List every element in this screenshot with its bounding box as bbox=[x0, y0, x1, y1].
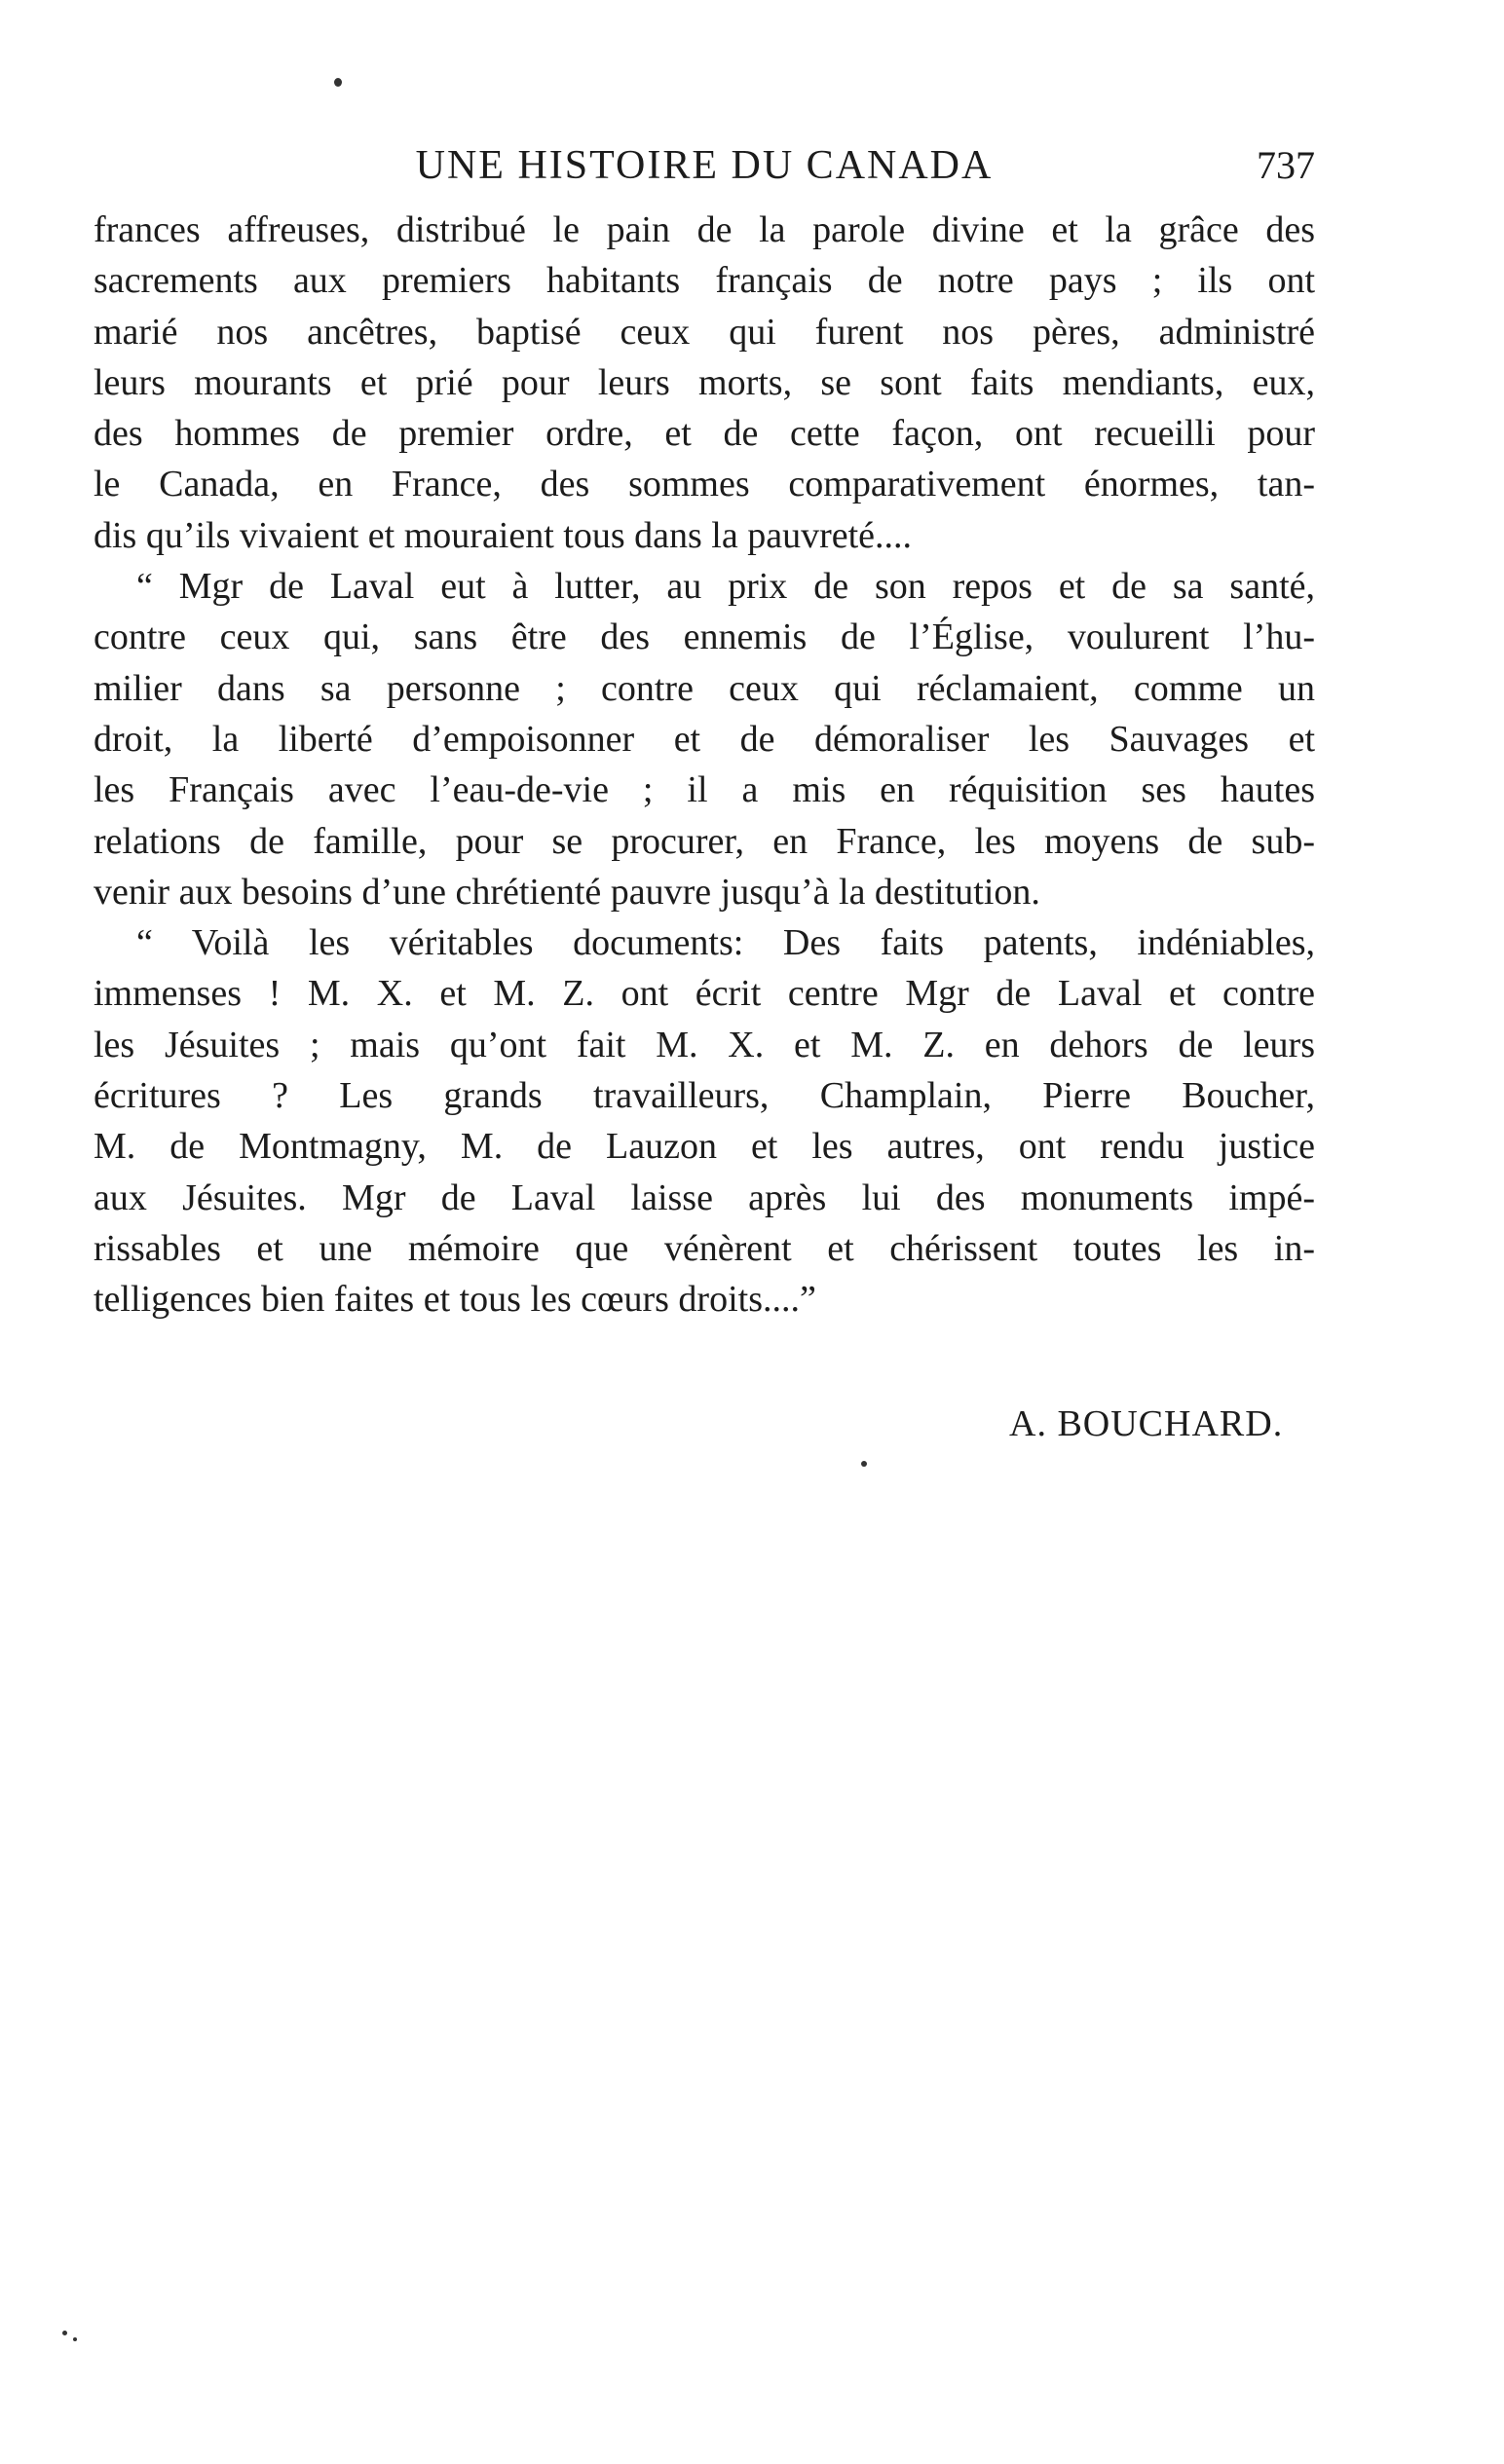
running-title: UNE HISTOIRE DU CANADA bbox=[415, 143, 994, 188]
text-line: telligences bien faites et tous les cœurs droits....” bbox=[94, 1279, 816, 1321]
text-line: écritures ? Les grands travailleurs, Champlain, Pierre Boucher, bbox=[94, 1075, 1315, 1117]
text-line: venir aux besoins d’une chrétienté pauvre jusqu’à la destitution. bbox=[94, 871, 1040, 913]
text-line: leurs mourants et prié pour leurs morts, se sont faits mendiants, eux, bbox=[94, 361, 1315, 403]
text-line: sacrements aux premiers habitants français de notre pays ; ils ont bbox=[94, 260, 1315, 302]
text-line: droit, la liberté d’empoisonner et de démoraliser les Sauvages et bbox=[94, 718, 1315, 760]
scan-speck bbox=[334, 78, 342, 87]
text-line: les Jésuites ; mais qu’ont fait M. X. et M. Z. en dehors de leurs bbox=[94, 1024, 1315, 1065]
signature: A. BOUCHARD. bbox=[1009, 1403, 1284, 1444]
text-line: le Canada, en France, des sommes comparativement énormes, tan- bbox=[94, 464, 1315, 505]
scan-speck bbox=[73, 2337, 77, 2341]
page-header bbox=[94, 134, 1315, 197]
text-line: M. de Montmagny, M. de Lauzon et les autres, ont rendu justice bbox=[94, 1126, 1315, 1168]
text-line: milier dans sa personne ; contre ceux qui réclamaient, comme un bbox=[94, 667, 1315, 709]
text-line: rissables et une mémoire que vénèrent et chérissent toutes les in- bbox=[94, 1227, 1315, 1269]
text-line: aux Jésuites. Mgr de Laval laisse après lui des monuments impé- bbox=[94, 1176, 1315, 1218]
scan-speck bbox=[62, 2331, 67, 2335]
body-text bbox=[94, 205, 1315, 1325]
page-number: 737 bbox=[1257, 143, 1315, 187]
scan-speck bbox=[861, 1461, 867, 1467]
text-line: des hommes de premier ordre, et de cette façon, ont recueilli pour bbox=[94, 413, 1315, 455]
text-line: les Français avec l’eau-de-vie ; il a mis en réquisition ses hautes bbox=[94, 769, 1315, 811]
text-line: immenses ! M. X. et M. Z. ont écrit centre Mgr de Laval et contre bbox=[94, 973, 1315, 1015]
text-line: relations de famille, pour se procurer, en France, les moyens de sub- bbox=[94, 820, 1315, 862]
text-line: contre ceux qui, sans être des ennemis de l’Église, voulurent l’hu- bbox=[94, 616, 1315, 658]
text-line: “ Mgr de Laval eut à lutter, au prix de son repos et de sa santé, bbox=[136, 566, 1315, 608]
text-line: marié nos ancêtres, baptisé ceux qui furent nos pères, administré bbox=[94, 311, 1315, 353]
text-line: “ Voilà les véritables documents: Des faits patents, indéniables, bbox=[136, 922, 1315, 964]
text-line: dis qu’ils vivaient et mouraient tous dans la pauvreté.... bbox=[94, 514, 913, 556]
text-line: frances affreuses, distribué le pain de la parole divine et la grâce des bbox=[94, 209, 1315, 250]
